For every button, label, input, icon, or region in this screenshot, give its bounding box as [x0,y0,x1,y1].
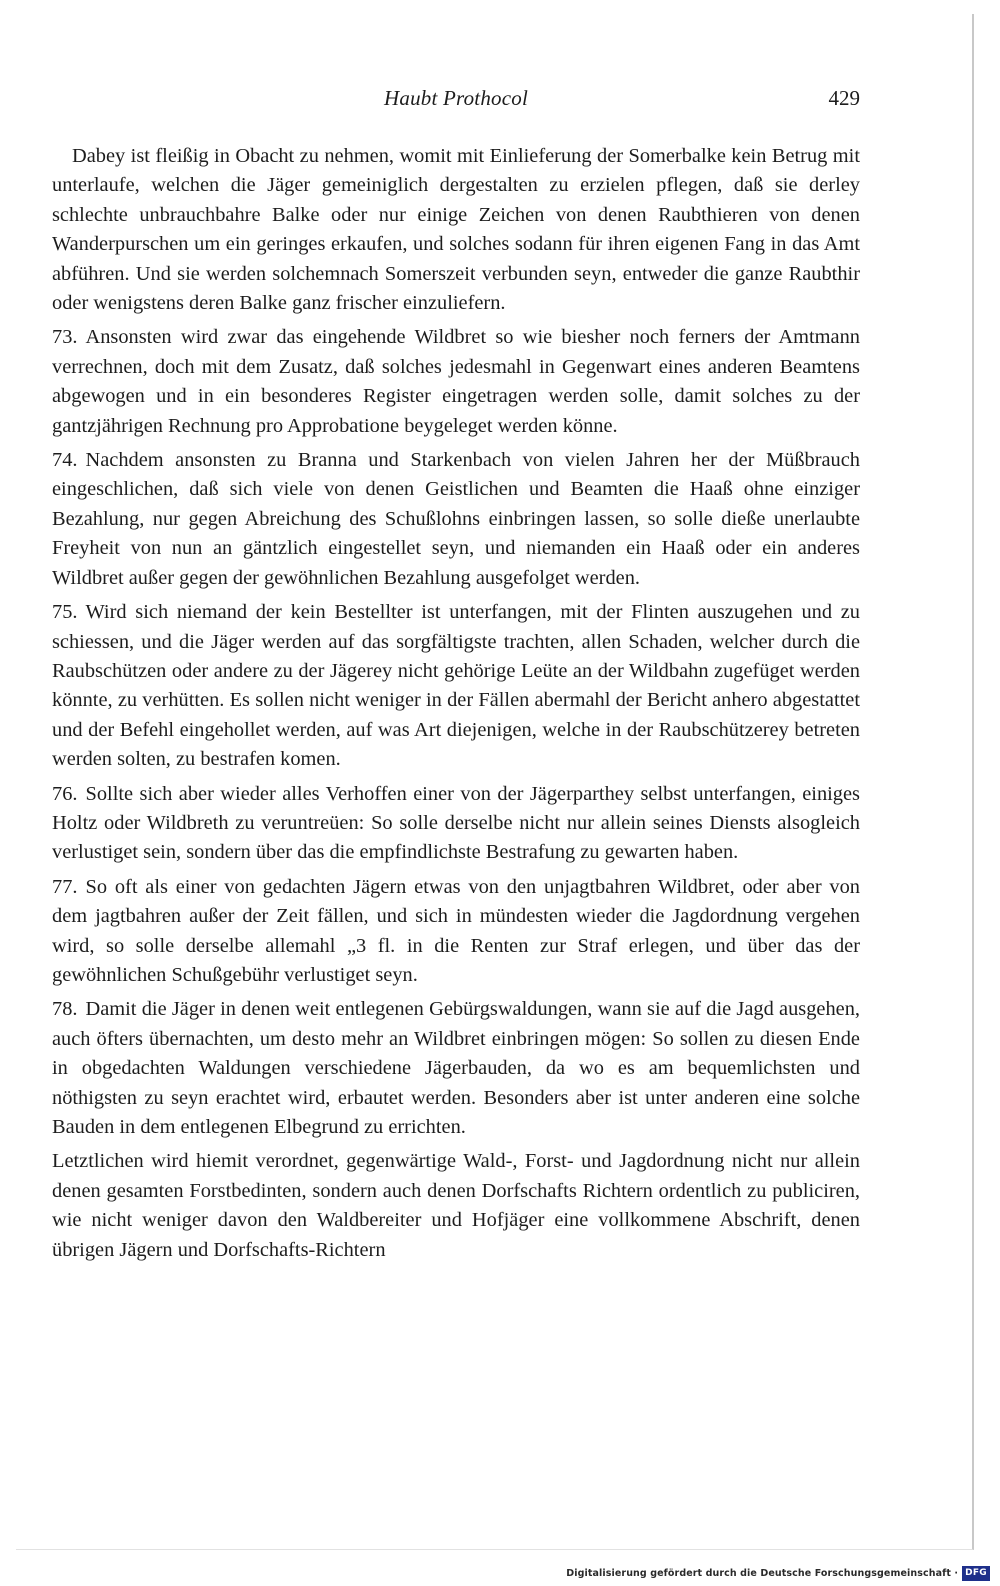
paragraph-text: Letztlichen wird hiemit verordnet, gegenwärtige Wald-, Forst- und Jagdordnung nicht nur allein denen gesamten Forstbedinten, sondern auch denen Dorfschafts Richtern ordentlich zu publiciren, wie nicht weniger davon den Waldbereiter und Hofjäger eine vollkommene Abschrift, denen übrigen Jägern und Dorfschafts-Richtern [52,1150,860,1261]
paragraph-closing [52,1147,860,1265]
paragraph-78 [52,995,860,1142]
paragraph-text: Sollte sich aber wieder alles Verhoffen einer von der Jägerparthey selbst unterfangen, einiges Holtz oder Wildbreth zu veruntreüen: So solle derselbe nicht nur allein seines Diensts alsogleich verlustiget sein, sondern über das die empfindlichste Bestrafung zu gewarten haben. [52,782,860,864]
credit-text: Digitalisierung gefördert durch die Deutsche Forschungsgemeinschaft · [566,1567,959,1579]
paragraph-text: Wird sich niemand der kein Bestellter ist unterfangen, mit der Flinten auszugehen und zu schiessen, und die Jäger werden auf das sorgfältigste trachten, allen Schaden, welcher durch die Raubschützen oder andere zu der Jägerey nicht gehörige Leüte an der Wildbahn zugefüget werden könnte, zu verhütten. Es sollen nicht weniger in der Fällen abermahl der Bericht anhero abgestattet und der Befehl eingehollet werden, auf was Art diejenigen, welche in der Raubschützerey betreten werden solten, zu bestrafen komen. [52,601,860,771]
dfg-logo-icon: DFG [962,1566,990,1581]
paragraph-74 [52,446,860,593]
paragraph-text: Nachdem ansonsten zu Branna und Starkenbach von vielen Jahren her der Müßbrauch eingeschlichen, daß sich viele von denen Geistlichen und Beamten die Haaß ohne einziger Bezahlung, nur gegen Abreichung des Schußlohns einbringen lassen, so solle dieße unerlaubte Freyheit von nun an gäntzlich eingestellet seyn, und niemanden ein Haaß oder ein anderes Wildbret außer gegen der gewöhnlichen Bezahlung ausgefolget werden. [52,449,860,589]
page-body [52,142,860,1270]
paragraph-text: So oft als einer von gedachten Jägern etwas von den unjagtbahren Wildbret, oder aber von dem jagtbahren außer der Zeit fällen, und sich in mündesten wieder die Jagdordnung vergehen wird, so solle derselbe allemahl „3 fl. in die Renten zur Straf erlegen, und über das der gewöhnlichen Schußgebühr verlustiget seyn. [52,875,860,986]
paragraph-75 [52,598,860,774]
page-header [52,86,860,120]
paragraph-number: 78. [52,998,78,1021]
page-number: 429 [828,86,860,110]
paragraph-text: Damit die Jäger in denen weit entlegenen Gebürgswaldungen, wann sie auf die Jagd ausgehen, auch öfters übernachten, um desto mehr an Wildbret einbringen mögen: So sollen zu diesen Ende in obgedachten Waldungen verschiedene Jägerbauden, da wo es am bequemlichsten und nöthigsten zu seyn erachtet wird, erbautet werden. Besonders aber ist unter anderen eine solche Bauden in dem entlegenen Elbegrund zu errichten. [52,998,860,1138]
paragraph-77 [52,873,860,991]
paragraph-76 [52,780,860,868]
paragraph-text: Dabey ist fleißig in Obacht zu nehmen, womit mit Einlieferung der Somerbalke kein Betrug mit unterlaufe, welchen die Jäger gemeiniglich dergestalten zu erzielen pflegen, daß sie derley schlechte unbrauchbahre Balke oder nur einige Zeichen von denen Raubthieren von denen Wanderpurschen um ein geringes erkaufen, und solches sodann für ihren eigenen Fang in das Amt abführen. Und sie werden solchemnach Somerszeit verbunden seyn, entweder die ganze Raubthir oder wenigstens deren Balke ganz frischer einzuliefern. [52,145,860,315]
paragraph-number: 77. [52,875,78,898]
paragraph-number: 76. [52,782,78,805]
running-title: Haubt Prothocol [384,86,528,110]
paragraph-number: 74. [52,449,78,472]
paragraph-number: 73. [52,326,78,349]
paragraph-number: 75. [52,601,78,624]
paragraph-text: Ansonsten wird zwar das eingehende Wildbret so wie biesher noch ferners der Amtmann verrechnen, doch mit dem Zusatz, daß solches jedesmahl in Gegenwart eines anderen Beamtens abgewogen und in ein besonderes Register eingetragen werden solle, damit solches zu der gantzjährigen Rechnung pro Approbatione beygeleget werden könne. [52,326,860,437]
paragraph-intro [52,142,860,318]
digitization-credit [566,1564,990,1582]
paragraph-73 [52,323,860,441]
